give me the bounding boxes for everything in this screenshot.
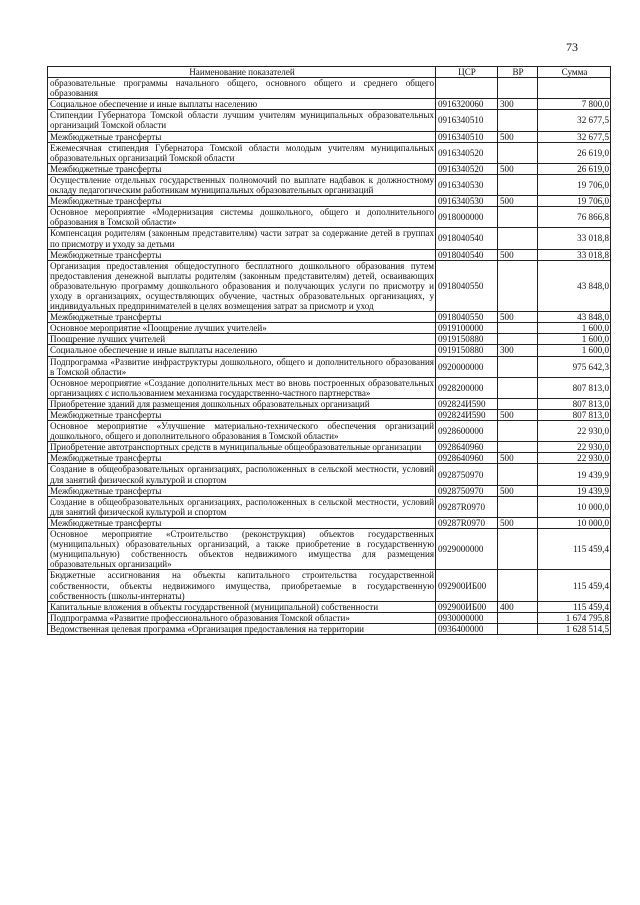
table-row	[48, 207, 611, 228]
row-sum: 26 619,0	[538, 163, 611, 174]
row-csr: 0916320060	[436, 99, 498, 110]
row-vr	[498, 421, 538, 442]
row-csr: 0916340510	[436, 110, 498, 131]
row-name: Межбюджетные трансферты	[48, 453, 436, 464]
row-vr	[498, 529, 538, 570]
row-name: Основное мероприятие «Поощрение лучших учителей»	[48, 323, 436, 334]
row-sum: 19 439,9	[538, 485, 611, 496]
row-name: Подпрограмма «Развитие профессионального образования Томской области»	[48, 612, 436, 623]
row-name: Осуществление отдельных государственных полномочий по выплате надбавок к должностному окладу педагогическим работникам муниципальных образовательных организаций	[48, 174, 436, 195]
table-row	[48, 334, 611, 345]
row-sum: 807 813,0	[538, 377, 611, 398]
row-name: Организация предоставления общедоступного бесплатного дошкольного образования путем предоставления денежной выплаты родителям (законным представителям) детей, осваивающих образовательную программу дошкольного образования и получающих услуги по присмотру и уходу в организациях, осуществляющих обучение, частных образовательных организациях, у индивидуальных предпринимателей в целях возмещения затрат за присмотр и уход	[48, 260, 436, 311]
row-name: Межбюджетные трансферты	[48, 196, 436, 207]
row-name: Приобретение автотранспортных средств в муниципальные общеобразовательные организации	[48, 442, 436, 453]
table-row	[48, 453, 611, 464]
row-csr: 09287R0970	[436, 517, 498, 528]
row-sum: 115 459,4	[538, 570, 611, 601]
row-csr: 0919100000	[436, 323, 498, 334]
row-name: Компенсация родителям (законным представителям) части затрат за содержание детей в группах по присмотру и уходу за детьми	[48, 228, 436, 249]
row-sum: 19 706,0	[538, 174, 611, 195]
row-sum: 33 018,8	[538, 249, 611, 260]
table-row	[48, 174, 611, 195]
row-vr: 500	[498, 131, 538, 142]
row-vr	[498, 110, 538, 131]
row-csr: 0916340530	[436, 196, 498, 207]
row-sum: 10 000,0	[538, 496, 611, 517]
row-csr: 0918040540	[436, 228, 498, 249]
row-csr: 0916340520	[436, 142, 498, 163]
row-vr: 500	[498, 453, 538, 464]
table-row	[48, 485, 611, 496]
row-name: Создание в общеобразовательных организациях, расположенных в сельской местности, условий для занятий физической культурой и спортом	[48, 496, 436, 517]
table-row	[48, 442, 611, 453]
row-vr	[498, 377, 538, 398]
row-vr	[498, 612, 538, 623]
page-number: 73	[566, 40, 578, 54]
table-header-row	[48, 67, 611, 78]
table-row	[48, 517, 611, 528]
row-csr: 0916340530	[436, 174, 498, 195]
row-name: Социальное обеспечение и иные выплаты населению	[48, 345, 436, 356]
table-row	[48, 421, 611, 442]
row-csr: 0916340510	[436, 131, 498, 142]
row-csr: 09287R0970	[436, 496, 498, 517]
table-row	[48, 623, 611, 634]
row-vr	[498, 323, 538, 334]
row-vr	[498, 623, 538, 634]
table-row	[48, 377, 611, 398]
header-sum: Сумма	[538, 67, 611, 78]
row-vr: 500	[498, 312, 538, 323]
row-sum: 22 930,0	[538, 421, 611, 442]
row-sum: 26 619,0	[538, 142, 611, 163]
row-csr: 0918040550	[436, 312, 498, 323]
row-sum: 10 000,0	[538, 517, 611, 528]
row-vr	[498, 356, 538, 377]
row-name: Приобретение зданий для размещения дошкольных образовательных организаций	[48, 398, 436, 409]
row-csr: 0928640960	[436, 442, 498, 453]
row-vr	[498, 78, 538, 99]
table-row	[48, 110, 611, 131]
table-row	[48, 570, 611, 601]
row-csr: 0919150880	[436, 334, 498, 345]
row-vr	[498, 174, 538, 195]
row-vr	[498, 442, 538, 453]
table-body	[48, 78, 611, 635]
table-row	[48, 601, 611, 612]
table-row	[48, 345, 611, 356]
row-name: образовательные программы начального общего, основного общего и среднего общего образования	[48, 78, 436, 99]
row-sum: 22 930,0	[538, 442, 611, 453]
table-row	[48, 612, 611, 623]
table-row	[48, 142, 611, 163]
row-sum: 7 800,0	[538, 99, 611, 110]
header-name: Наименование показателей	[48, 67, 436, 78]
row-vr: 500	[498, 249, 538, 260]
row-vr: 500	[498, 410, 538, 421]
table-row	[48, 249, 611, 260]
row-csr: 0929000000	[436, 529, 498, 570]
row-name: Межбюджетные трансферты	[48, 410, 436, 421]
table-row	[48, 410, 611, 421]
row-sum: 22 930,0	[538, 453, 611, 464]
row-sum: 32 677,5	[538, 110, 611, 131]
row-name: Бюджетные ассигнования на объекты капитального строительства государственной собственности, объекты недвижимого имущества, приобретаемые в государственную собственность (школы-интернаты)	[48, 570, 436, 601]
row-csr: 092900ИБ00	[436, 601, 498, 612]
row-csr: 0916340520	[436, 163, 498, 174]
row-sum: 807 813,0	[538, 410, 611, 421]
row-sum: 115 459,4	[538, 601, 611, 612]
row-csr: 092824И590	[436, 398, 498, 409]
table-row	[48, 398, 611, 409]
row-csr: 092900ИБ00	[436, 570, 498, 601]
row-csr: 0930000000	[436, 612, 498, 623]
row-sum: 43 848,0	[538, 260, 611, 311]
row-name: Капитальные вложения в объекты государственной (муниципальной) собственности	[48, 601, 436, 612]
row-sum: 807 813,0	[538, 398, 611, 409]
row-vr: 500	[498, 485, 538, 496]
row-name: Основное мероприятие «Создание дополнительных мест во вновь построенных образовательных организациях с использованием механизма государственно-частного партнерства»	[48, 377, 436, 398]
table-row	[48, 196, 611, 207]
row-sum: 43 848,0	[538, 312, 611, 323]
table-row	[48, 496, 611, 517]
row-vr	[498, 334, 538, 345]
row-name: Стипендии Губернатора Томской области лучшим учителям муниципальных образовательных организаций Томской области	[48, 110, 436, 131]
table-row	[48, 312, 611, 323]
row-csr: 0928750970	[436, 485, 498, 496]
row-sum: 33 018,8	[538, 228, 611, 249]
row-sum	[538, 78, 611, 99]
table-row	[48, 163, 611, 174]
row-name: Создание в общеобразовательных организациях, расположенных в сельской местности, условий для занятий физической культурой и спортом	[48, 464, 436, 485]
row-csr: 0928750970	[436, 464, 498, 485]
row-sum: 1 600,0	[538, 334, 611, 345]
row-name: Межбюджетные трансферты	[48, 517, 436, 528]
row-csr: 0928640960	[436, 453, 498, 464]
row-name: Ведомственная целевая программа «Организация предоставления на территории	[48, 623, 436, 634]
row-vr	[498, 260, 538, 311]
row-csr: 0920000000	[436, 356, 498, 377]
table-row	[48, 78, 611, 99]
table-row	[48, 323, 611, 334]
row-csr: 092824И590	[436, 410, 498, 421]
row-vr	[498, 398, 538, 409]
row-vr: 300	[498, 99, 538, 110]
row-vr: 500	[498, 163, 538, 174]
row-csr: 0918040540	[436, 249, 498, 260]
row-sum: 1 600,0	[538, 323, 611, 334]
row-csr: 0918040550	[436, 260, 498, 311]
row-sum: 975 642,3	[538, 356, 611, 377]
row-csr: 0919150880	[436, 345, 498, 356]
header-vr: ВР	[498, 67, 538, 78]
row-vr: 400	[498, 601, 538, 612]
table-row	[48, 228, 611, 249]
row-name: Ежемесячная стипендия Губернатора Томской области молодым учителям муниципальных образовательных организаций Томской области	[48, 142, 436, 163]
row-name: Социальное обеспечение и иные выплаты населению	[48, 99, 436, 110]
row-name: Межбюджетные трансферты	[48, 131, 436, 142]
row-vr	[498, 570, 538, 601]
table-row	[48, 464, 611, 485]
row-csr: 0928200000	[436, 377, 498, 398]
row-sum: 1 600,0	[538, 345, 611, 356]
row-vr: 300	[498, 345, 538, 356]
row-vr: 500	[498, 517, 538, 528]
row-vr	[498, 228, 538, 249]
row-vr	[498, 207, 538, 228]
row-vr	[498, 142, 538, 163]
budget-table	[47, 66, 611, 635]
row-sum: 19 706,0	[538, 196, 611, 207]
row-sum: 115 459,4	[538, 529, 611, 570]
row-name: Межбюджетные трансферты	[48, 485, 436, 496]
row-sum: 1 628 514,5	[538, 623, 611, 634]
table-row	[48, 131, 611, 142]
row-sum: 32 677,5	[538, 131, 611, 142]
row-name: Основное мероприятие «Строительство (реконструкция) объектов государственных (муниципальных) образовательных организаций, а также приобретение в государственную (муниципальную) собственность объектов недвижимого имущества для размещения образовательных организаций»	[48, 529, 436, 570]
table-row	[48, 260, 611, 311]
table-row	[48, 356, 611, 377]
row-vr: 500	[498, 196, 538, 207]
row-name: Межбюджетные трансферты	[48, 249, 436, 260]
row-name: Межбюджетные трансферты	[48, 163, 436, 174]
row-sum: 1 674 795,8	[538, 612, 611, 623]
table-row	[48, 99, 611, 110]
row-name: Межбюджетные трансферты	[48, 312, 436, 323]
table-row	[48, 529, 611, 570]
row-csr	[436, 78, 498, 99]
row-csr: 0918000000	[436, 207, 498, 228]
row-sum: 19 439,9	[538, 464, 611, 485]
row-sum: 76 866,8	[538, 207, 611, 228]
row-csr: 0928600000	[436, 421, 498, 442]
row-name: Поощрение лучших учителей	[48, 334, 436, 345]
row-vr	[498, 464, 538, 485]
row-csr: 0936400000	[436, 623, 498, 634]
row-name: Основное мероприятие «Модернизация системы дошкольного, общего и дополнительного образования в Томской области»	[48, 207, 436, 228]
header-csr: ЦСР	[436, 67, 498, 78]
row-vr	[498, 496, 538, 517]
row-name: Основное мероприятие «Улучшение материально-технического обеспечения организаций дошкольного, общего и дополнительного образования в Томской области»	[48, 421, 436, 442]
row-name: Подпрограмма «Развитие инфраструктуры дошкольного, общего и дополнительного образования в Томской области»	[48, 356, 436, 377]
